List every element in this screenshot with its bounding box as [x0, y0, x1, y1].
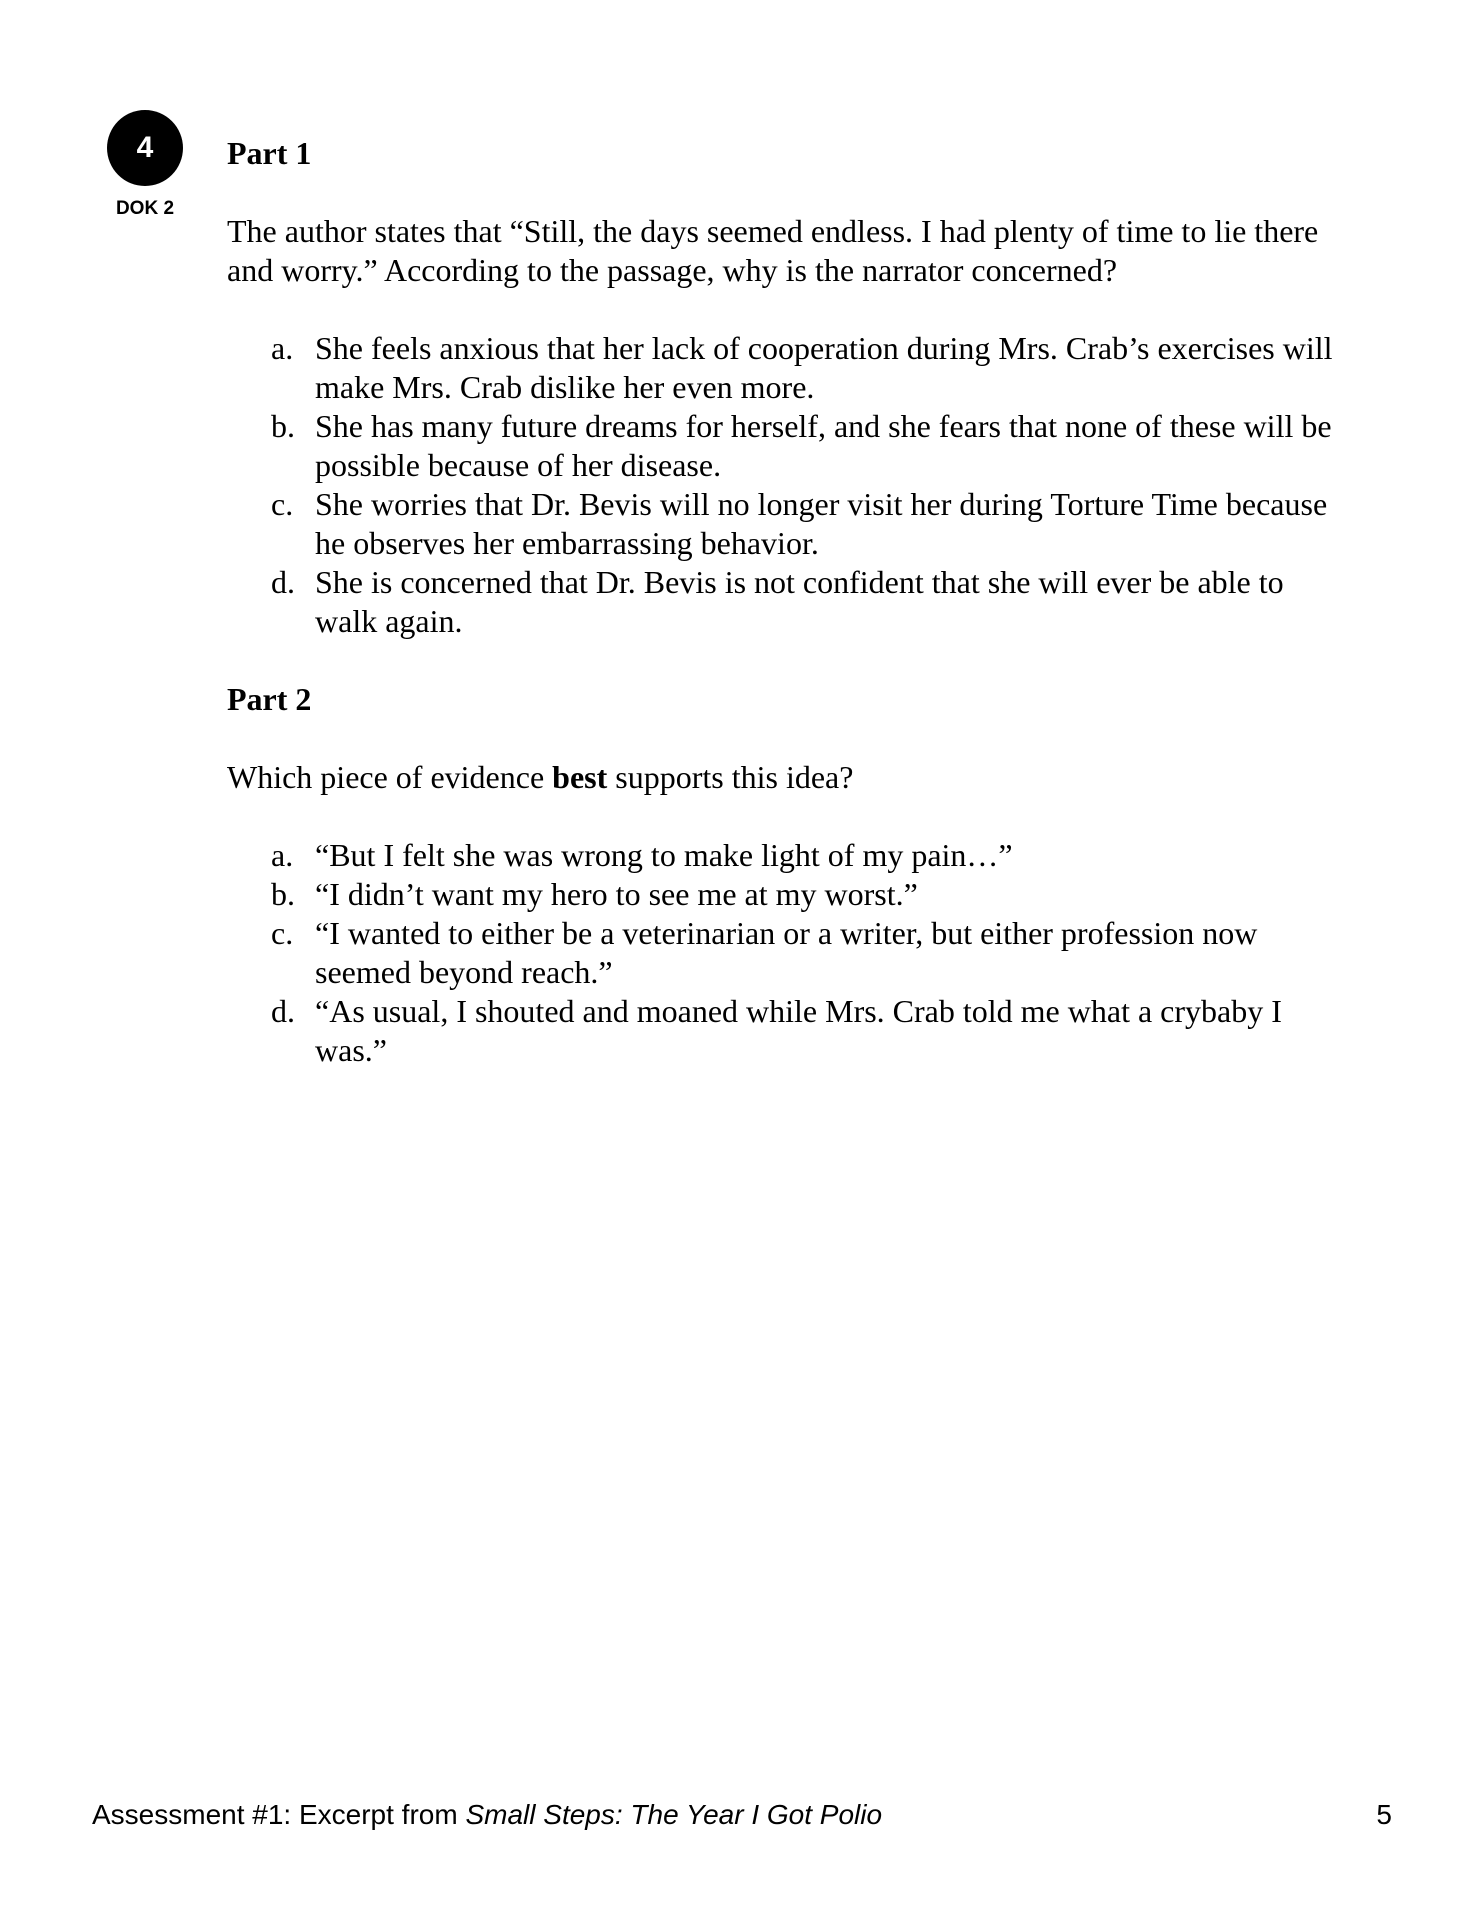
part1-heading: Part 1 [227, 135, 312, 171]
option-text: She worries that Dr. Bevis will no longer visit her during Torture Time because he observes her embarrassing behavior. [315, 486, 1328, 561]
option-text: “I wanted to either be a veterinarian or a writer, but either profession now seemed beyond reach.” [315, 915, 1258, 990]
option-text: “I didn’t want my hero to see me at my worst.” [315, 876, 918, 912]
option-text: She is concerned that Dr. Bevis is not confident that she will ever be able to walk again. [315, 564, 1284, 639]
part2-option-c[interactable] [271, 914, 1337, 992]
question-number-badge [107, 110, 183, 186]
part2-option-a[interactable] [271, 836, 1337, 875]
footer-prefix: Assessment #1: Excerpt from [92, 1799, 466, 1830]
footer-book-title: Small Steps: The Year I Got Polio [465, 1799, 883, 1830]
part2-stem [227, 758, 1337, 797]
part1-option-c[interactable] [271, 485, 1337, 563]
option-letter: a. [271, 837, 294, 873]
part1-stem: The author states that “Still, the days seemed endless. I had plenty of time to lie there and worry.” According to the passage, why is the narrator concerned? [227, 213, 1319, 288]
option-text: “But I felt she was wrong to make light of my pain…” [315, 837, 1013, 873]
part2-option-b[interactable] [271, 875, 1337, 914]
question-number: 4 [136, 131, 154, 164]
option-text: She has many future dreams for herself, and she fears that none of these will be possible because of her disease. [315, 408, 1332, 483]
part2-stem-emphasis: best [552, 759, 608, 795]
part2-stem-before: Which piece of evidence [227, 759, 553, 795]
option-letter: c. [271, 486, 294, 522]
option-letter: b. [271, 408, 295, 444]
page-number: 5 [1376, 1799, 1392, 1830]
option-letter: d. [271, 564, 295, 600]
part2-options [227, 836, 1337, 1070]
part2-heading: Part 2 [227, 681, 312, 717]
part1-option-b[interactable] [271, 407, 1337, 485]
option-letter: a. [271, 330, 294, 366]
part2-stem-after: supports this idea? [607, 759, 854, 795]
option-letter: d. [271, 993, 295, 1029]
part1-option-a[interactable] [271, 329, 1337, 407]
part2-option-d[interactable] [271, 992, 1337, 1070]
option-text: She feels anxious that her lack of cooperation during Mrs. Crab’s exercises will make Mrs. Crab dislike her even more. [315, 330, 1333, 405]
dok-label: DOK 2 [115, 198, 175, 219]
page-footer [92, 1798, 1392, 1832]
option-letter: c. [271, 915, 294, 951]
question-content [227, 134, 1337, 1109]
part1-option-d[interactable] [271, 563, 1337, 641]
option-letter: b. [271, 876, 295, 912]
footer-source [92, 1798, 882, 1832]
option-text: “As usual, I shouted and moaned while Mrs. Crab told me what a crybaby I was.” [315, 993, 1282, 1068]
part1-options [227, 329, 1337, 641]
